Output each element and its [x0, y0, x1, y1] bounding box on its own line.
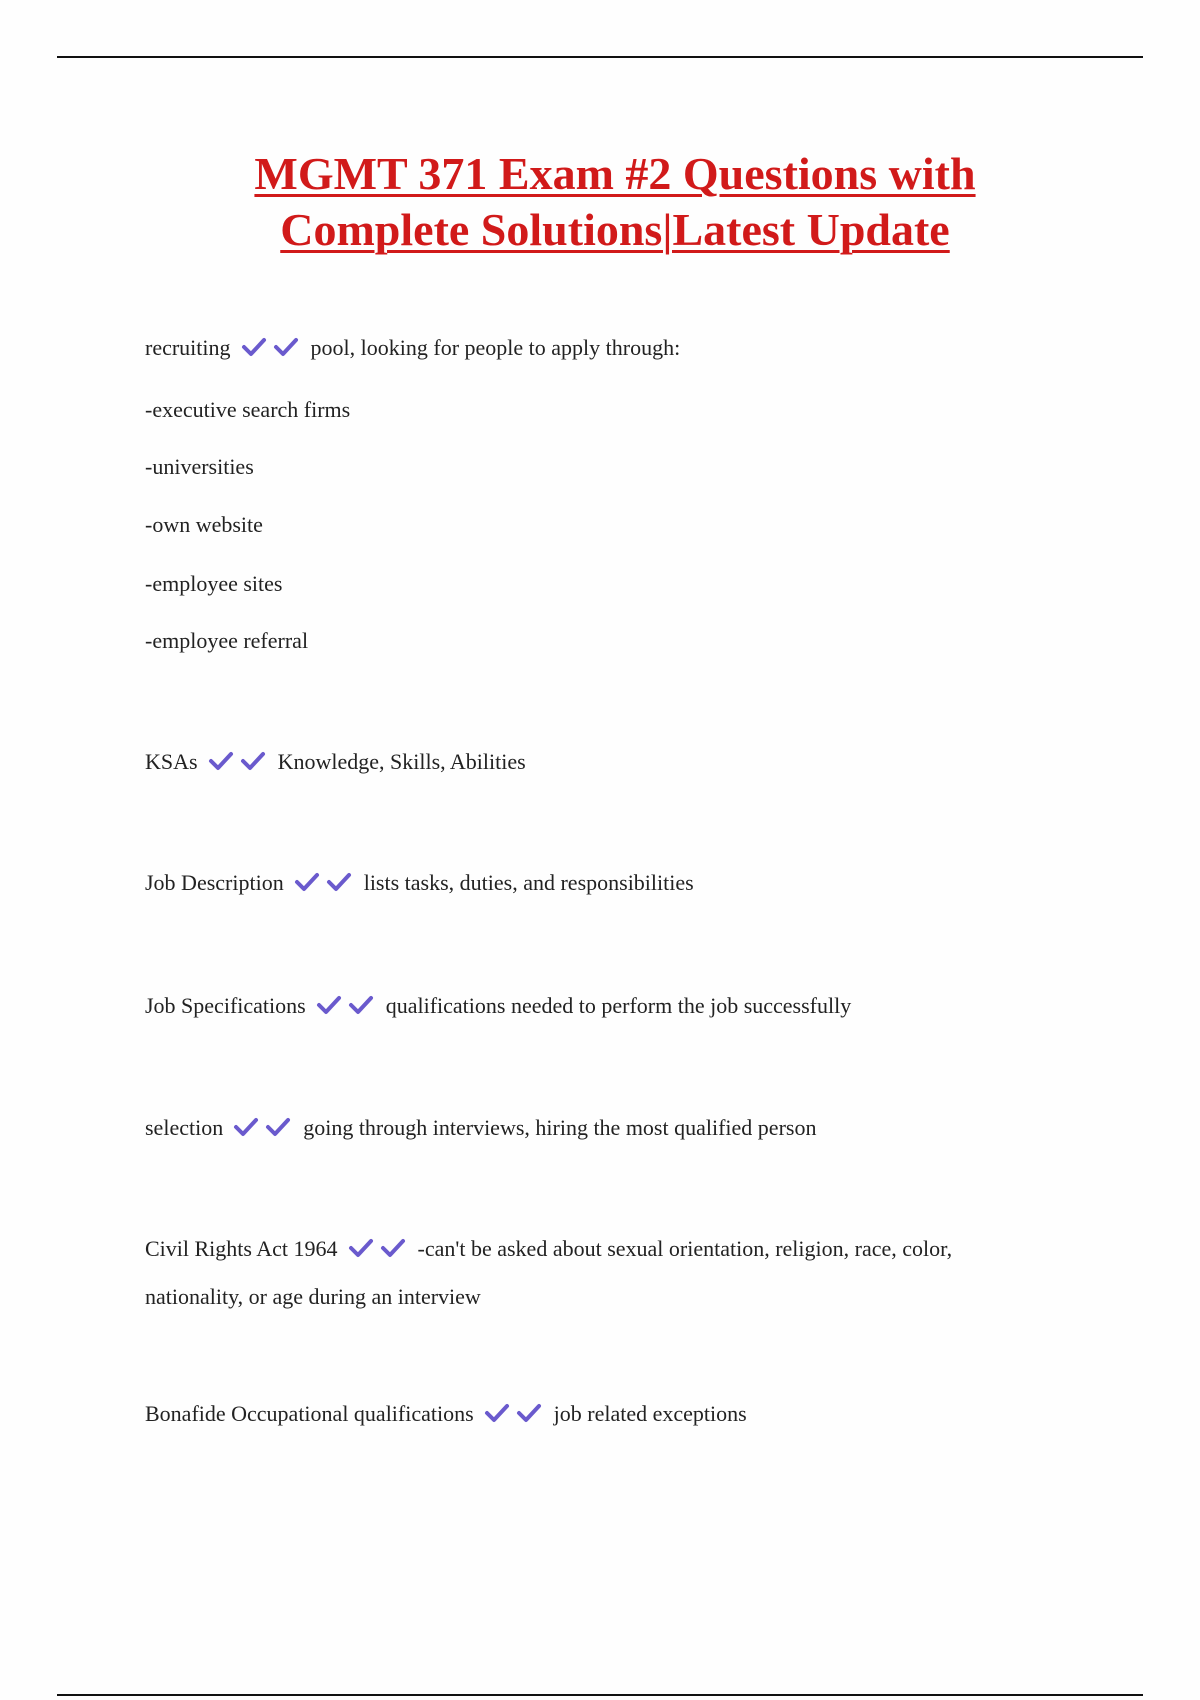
top-rule: [57, 56, 1143, 58]
check-icon: [484, 1402, 510, 1424]
check-icon: [265, 1116, 291, 1138]
check-pair: [208, 750, 272, 779]
check-icon: [380, 1237, 406, 1259]
check-pair: [294, 871, 358, 900]
check-pair: [348, 1229, 412, 1274]
check-pair: [233, 1116, 297, 1145]
entry-definition: going through interviews, hiring the most qualified person: [303, 1115, 817, 1140]
entry-ksas: [145, 748, 526, 779]
list-item: -employee referral: [145, 628, 309, 653]
entry-job-description: [145, 869, 694, 900]
entry-selection: [145, 1114, 816, 1145]
list-item: -executive search firms: [145, 397, 351, 422]
entry-term: recruiting: [145, 335, 231, 360]
entry-bfoq: [145, 1400, 747, 1431]
list-item: -universities: [145, 454, 254, 479]
list-item: -own website: [145, 512, 263, 537]
entry-job-specifications: [145, 992, 851, 1023]
entry-definition: -can't be asked about sexual orientation, religion, race, color, nationality, or age during an interview: [145, 1236, 953, 1309]
check-icon: [348, 1237, 374, 1259]
check-icon: [208, 750, 234, 772]
entry-definition: pool, looking for people to apply through:: [310, 335, 681, 360]
entry-term: Job Specifications: [145, 993, 306, 1018]
check-icon: [326, 871, 352, 893]
entry-definition: qualifications needed to perform the job successfully: [385, 993, 852, 1018]
entry-definition: job related exceptions: [553, 1401, 747, 1426]
check-icon: [240, 750, 266, 772]
entry-term: KSAs: [145, 749, 198, 774]
entry-civil-rights-act: [145, 1226, 1045, 1319]
check-icon: [516, 1402, 542, 1424]
check-icon: [233, 1116, 259, 1138]
entry-term: Civil Rights Act 1964: [145, 1236, 338, 1261]
check-pair: [241, 336, 305, 365]
list-item: -employee sites: [145, 571, 283, 596]
entry-term: selection: [145, 1115, 224, 1140]
check-icon: [273, 336, 299, 358]
check-icon: [316, 994, 342, 1016]
check-icon: [348, 994, 374, 1016]
entry-term: Job Description: [145, 870, 284, 895]
entry-term: Bonafide Occupational qualifications: [145, 1401, 474, 1426]
entry-definition: Knowledge, Skills, Abilities: [277, 749, 526, 774]
entry-definition: lists tasks, duties, and responsibilities: [363, 870, 694, 895]
title-line-1: MGMT 371 Exam #2 Questions with: [254, 148, 976, 199]
check-pair: [316, 994, 380, 1023]
document-title: [0, 146, 1200, 258]
title-line-2: Complete Solutions|Latest Update: [280, 204, 950, 255]
entry-recruiting: [145, 334, 680, 365]
check-icon: [294, 871, 320, 893]
check-pair: [484, 1402, 548, 1431]
check-icon: [241, 336, 267, 358]
bottom-rule: [57, 1694, 1143, 1696]
